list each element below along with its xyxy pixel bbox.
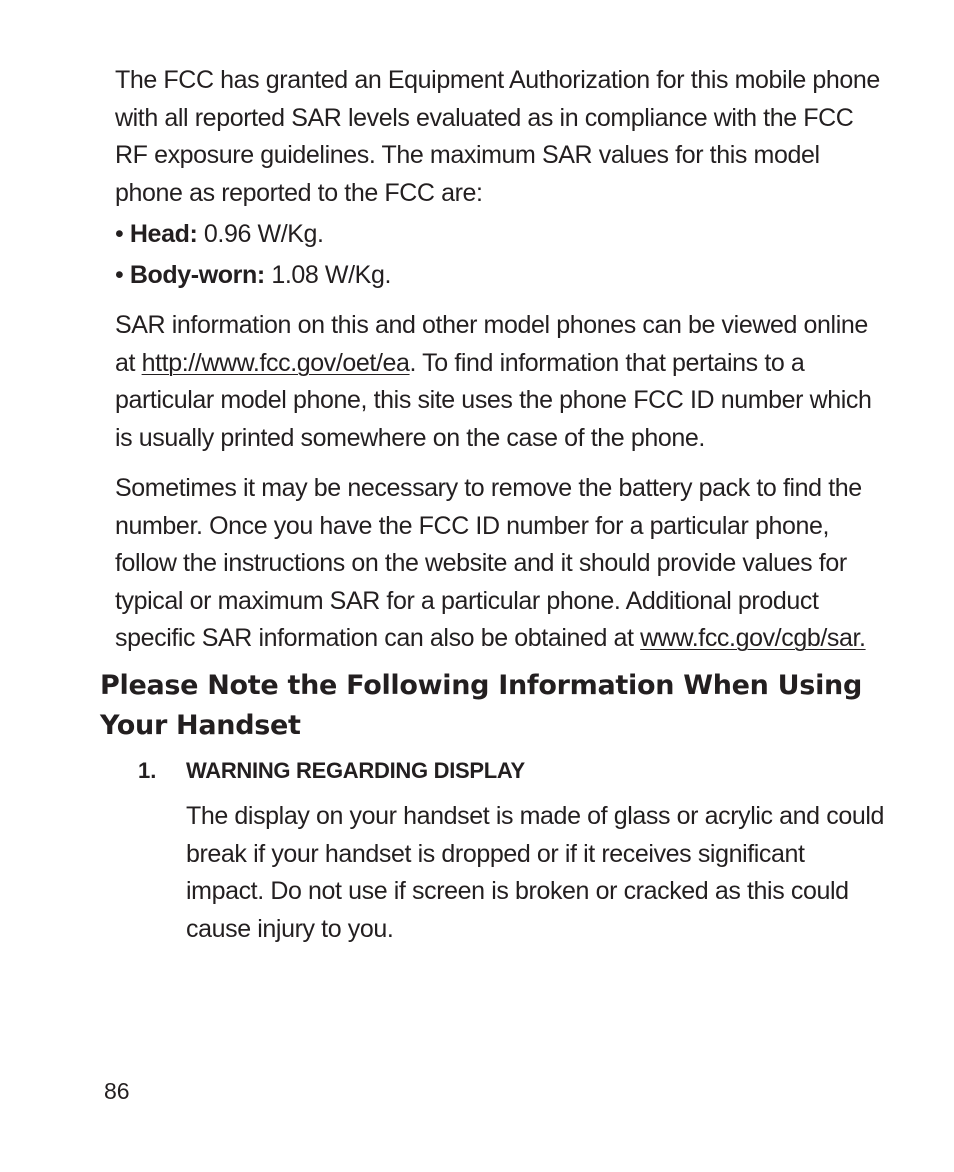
head-value: 0.96 W/Kg. <box>203 220 324 248</box>
list-item-title: WARNING REGARDING DISPLAY <box>186 758 525 783</box>
sar-head-bullet <box>115 219 324 249</box>
sar-intro-paragraph: The FCC has granted an Equipment Authorization for this mobile phone with all reported SAR levels evaluated as in compliance with the FCC RF exposure guidelines. The maximum SAR values for this model phone as reported to the FCC are: <box>115 66 880 207</box>
fcc-oet-link[interactable]: http://www.fcc.gov/oet/ea <box>141 348 410 377</box>
info-text-before-link: SAR information on this and other model phones can be viewed online at <box>115 311 868 377</box>
battery-paragraph <box>115 470 885 658</box>
fcc-cgb-sar-link[interactable]: www.fcc.gov/cgb/sar. <box>640 624 866 653</box>
bullet-mark: • <box>115 261 130 289</box>
list-item-number: 1. <box>138 758 157 783</box>
bullet-mark: • <box>115 220 130 248</box>
list-item-body: The display on your handset is made of glass or acrylic and could break if your handset is dropped or if it receives significant impact. Do not use if screen is broken or cracked as this could cause injury to you. <box>186 802 884 943</box>
sar-info-paragraph <box>115 307 885 457</box>
info-text-after-link: . To find information that pertains to a particular model phone, this site uses the phone FCC ID number which is usually printed somewhere on the case of the phone. <box>115 348 872 452</box>
sar-body-worn-bullet <box>115 260 391 290</box>
body-worn-label: Body-worn: <box>129 261 265 289</box>
head-label: Head: <box>129 220 198 248</box>
section-heading: Please Note the Following Information When Using Your Handset <box>100 670 862 741</box>
body-worn-value: 1.08 W/Kg. <box>271 261 391 289</box>
battery-text-before-link: Sometimes it may be necessary to remove the battery pack to find the number. Once you have the FCC ID number for a particular phone, follow the instructions on the website and it should provide values for typical or maximum SAR for a particular phone. Additional product specific SAR information can also be obtained at <box>115 474 862 653</box>
page-number: 86 <box>104 1078 130 1104</box>
